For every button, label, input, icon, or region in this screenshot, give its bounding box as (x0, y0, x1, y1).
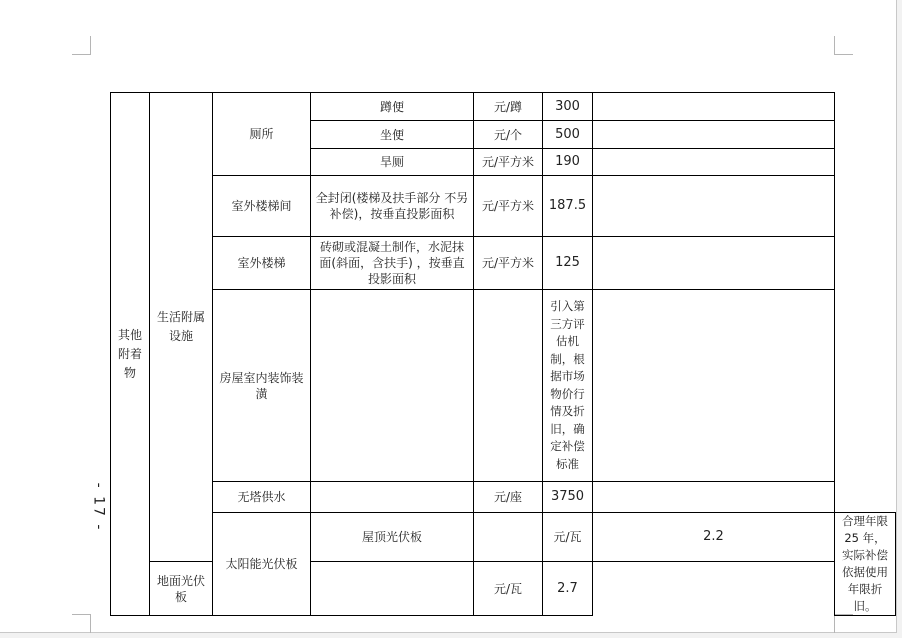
price-cell: 3750 (543, 482, 593, 513)
table-row (111, 93, 896, 121)
crop-mark-bottom-left (72, 614, 91, 633)
table-row (111, 176, 896, 237)
table-row (111, 513, 896, 562)
description-cell (311, 290, 474, 482)
solar-panels-cell: 太阳能光伏板 (213, 513, 311, 616)
price-cell: 300 (543, 93, 593, 121)
crop-mark-top-left (72, 36, 91, 55)
item-name: 房屋室内装饰装潢 (213, 290, 311, 482)
category-cell: 其他附着物 (111, 93, 150, 616)
price-cell: 190 (543, 149, 593, 176)
living-facilities-cell: 生活附属设施 (150, 93, 213, 562)
description-cell: 砖砌或混凝土制作，水泥抹面(斜面，含扶手) ，按垂直投影面积 (311, 237, 474, 290)
description-cell: 全封闭(楼梯及扶手部分 不另补偿)，按垂直投影面积 (311, 176, 474, 237)
page-number-text: - 17 - (90, 482, 107, 532)
item-name: 蹲便 (311, 93, 474, 121)
unit-cell: 元/蹲 (474, 93, 543, 121)
price-cell: 187.5 (543, 176, 593, 237)
table-row (111, 482, 896, 513)
note-cell (593, 237, 835, 290)
crop-mark-top-right (834, 36, 853, 55)
note-cell (593, 290, 835, 482)
unit-cell: 元/瓦 (474, 562, 543, 616)
unit-cell: 元/个 (474, 121, 543, 149)
item-name: 室外楼梯 (213, 237, 311, 290)
price-cell: 125 (543, 237, 593, 290)
item-name: 室外楼梯间 (213, 176, 311, 237)
item-name: 屋顶光伏板 (311, 513, 474, 562)
unit-cell: 元/平方米 (474, 237, 543, 290)
item-name: 地面光伏板 (150, 562, 213, 616)
toilet-cell: 厕所 (213, 93, 311, 176)
description-cell (311, 482, 474, 513)
note-cell (593, 121, 835, 149)
standard-cell: 引入第三方评估机制，根据市场物价行情及折旧，确定补偿标准 (543, 290, 593, 482)
unit-cell: 元/座 (474, 482, 543, 513)
table-row (111, 237, 896, 290)
description-cell (474, 513, 543, 562)
crop-mark-bottom-right (834, 614, 853, 633)
note-cell (593, 176, 835, 237)
page-number (84, 482, 112, 532)
note-cell (593, 482, 835, 513)
compensation-table (110, 92, 896, 616)
item-name: 无塔供水 (213, 482, 311, 513)
price-cell: 500 (543, 121, 593, 149)
price-cell: 2.2 (593, 513, 835, 562)
unit-cell: 元/平方米 (474, 176, 543, 237)
item-name: 旱厕 (311, 149, 474, 176)
item-name: 坐便 (311, 121, 474, 149)
note-cell (593, 149, 835, 176)
unit-cell (474, 290, 543, 482)
solar-note-cell: 合理年限 25 年，实际补偿依据使用年限折 旧。 (835, 513, 896, 616)
price-cell: 2.7 (543, 562, 593, 616)
unit-cell: 元/瓦 (543, 513, 593, 562)
description-cell (311, 562, 474, 616)
note-cell (593, 93, 835, 121)
unit-cell: 元/平方米 (474, 149, 543, 176)
table-row (111, 290, 896, 482)
